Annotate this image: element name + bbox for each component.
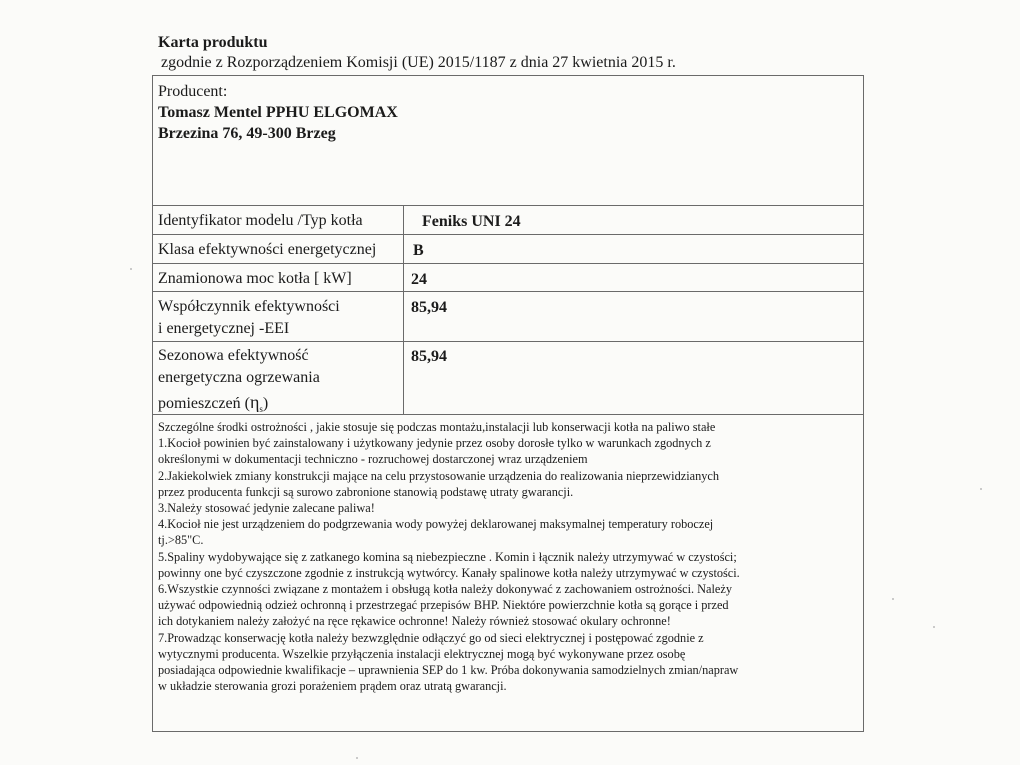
note-line: tj.>85"C. (158, 533, 204, 548)
row-label-seasonal-tail: ) (262, 395, 269, 412)
note-line: ich dotykaniem należy założyć na ręce rękawice ochronne! Należy również stosować okulary ochronne! (158, 614, 671, 629)
producer-name: Tomasz Mentel PPHU ELGOMAX (158, 104, 398, 121)
note-line: 6.Wszystkie czynności związane z montażem i obsługą kotła należy dokonywać z zachowaniem ostrożności. Należy (158, 582, 732, 597)
scan-speck (356, 757, 358, 759)
note-line: 7.Prowadząc konserwację kotła należy bezwzględnie odłączyć go od sieci elektrycznej i postępować zgodnie z (158, 630, 704, 645)
divider (152, 341, 864, 342)
note-line: posiadająca odpowiednie kwalifikacje – uprawnienia SEP do 1 kw. Próba dokonywania samodzielnych zmian/napraw (158, 663, 739, 678)
note-line: określonymi w dokumentacji techniczno - rozruchowej dostarczonej wraz urządzeniem (158, 452, 588, 467)
note-line: 4.Kocioł nie jest urządzeniem do podgrzewania wody powyżej deklarowanej maksymalnej temperatury roboczej (158, 517, 714, 532)
row-label-model: Identyfikator modelu /Typ kotła (158, 212, 363, 229)
row-label-nominal-power: Znamionowa moc kotła [ kW] (158, 270, 352, 287)
row-label-seasonal-line (158, 391, 320, 420)
producer-block (158, 81, 398, 144)
scan-speck (933, 626, 935, 628)
safety-notes (158, 419, 858, 694)
row-value-nominal-power: 24 (411, 271, 427, 288)
document-title: Karta produktu (158, 34, 268, 51)
note-line: powinny one być czyszczone zgodnie z instrukcją wytwórcy. Kanały spalinowe kotła należy utrzymywać w czystości. (158, 565, 740, 580)
row-value-eei: 85,94 (411, 299, 447, 316)
note-line: wytycznymi producenta. Wszelkie przyłączenia instalacji elektrycznej mogą być wykonywane przez osobę (158, 646, 686, 661)
scan-speck (980, 488, 982, 490)
column-divider (403, 205, 404, 414)
producer-address: Brzezina 76, 49-300 Brzeg (158, 125, 336, 142)
producer-label: Producent: (158, 83, 228, 100)
note-line: używać odpowiednią odzież ochronną i przestrzegać przepisów BHP. Niektóre powierzchnie kotła są gorące i przed (158, 598, 729, 613)
row-label-eei (158, 296, 340, 340)
scan-speck (892, 598, 894, 600)
eta-symbol: η (249, 392, 260, 412)
divider (152, 263, 864, 264)
note-line: 1.Kocioł powinien być zainstalowany i użytkowany jedynie przez osoby dorosłe tylko w warunkach zgodnych z (158, 436, 711, 451)
document-subtitle: zgodnie z Rozporządzeniem Komisji (UE) 2015/1187 z dnia 27 kwietnia 2015 r. (161, 54, 676, 71)
eta-subscript: s (259, 404, 263, 415)
row-label-energy-class: Klasa efektywności energetycznej (158, 241, 377, 258)
row-value-energy-class: B (413, 242, 424, 259)
divider (152, 291, 864, 292)
note-line: 2.Jakiekolwiek zmiany konstrukcji mające na celu przystosowanie urządzenia do realizowania nieprzewidzianych (158, 468, 719, 483)
note-line: w układzie sterowania grozi porażeniem prądem oraz utratą gwarancji. (158, 679, 507, 694)
row-label-eei-line: Współczynnik efektywności (158, 298, 340, 315)
document-header (158, 33, 868, 73)
row-value-seasonal-efficiency: 85,94 (411, 348, 447, 365)
row-label-eei-line: i energetycznej -EEI (158, 320, 290, 337)
row-label-seasonal-line: energetyczna ogrzewania (158, 369, 320, 386)
divider (152, 234, 864, 235)
note-line: 5.Spaliny wydobywające się z zatkanego komina są niebezpieczne . Komin i łącznik należy utrzymywać w czystości; (158, 549, 737, 564)
note-line: Szczególne środki ostrożności , jakie stosuje się podczas montażu,instalacji lub konserwacji kotła na paliwo stałe (158, 420, 716, 434)
divider (152, 205, 864, 206)
row-label-seasonal-efficiency (158, 345, 320, 420)
row-label-seasonal-line: Sezonowa efektywność (158, 347, 309, 364)
row-value-model: Feniks UNI 24 (422, 213, 521, 230)
note-line: przez producenta funkcji są surowo zabronione stanowią podstawę utraty gwarancji. (158, 484, 574, 499)
row-label-seasonal-text: pomieszczeń ( (158, 395, 250, 412)
scan-speck (130, 268, 132, 270)
note-line: 3.Należy stosować jedynie zalecane paliwa! (158, 501, 375, 516)
